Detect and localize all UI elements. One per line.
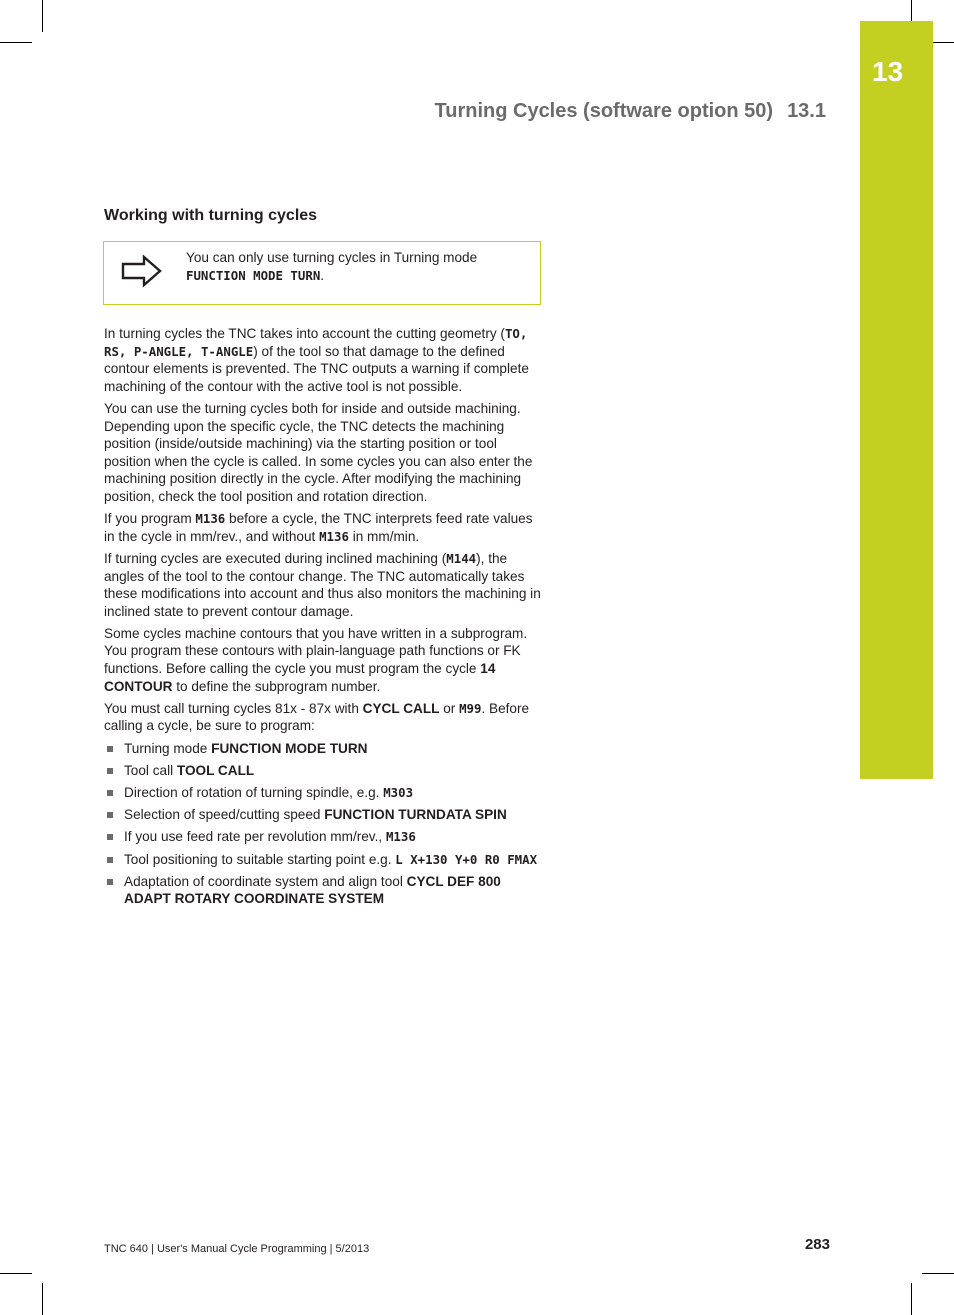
bullet-square-icon: [107, 790, 113, 796]
crop-mark: [0, 1273, 32, 1274]
code-run: M136: [195, 511, 226, 527]
paragraph: [104, 510, 544, 545]
list-item: [104, 784, 544, 802]
bullet-list: [104, 740, 544, 908]
bullet-square-icon: [107, 812, 113, 818]
crop-mark: [0, 42, 32, 43]
crop-mark: [42, 1283, 43, 1315]
crop-mark: [911, 1283, 912, 1315]
code-run: M136: [319, 528, 349, 544]
text-run: If you use feed rate per revolution mm/rev.,: [124, 829, 386, 845]
text-run: If you program: [104, 511, 196, 527]
paragraph: [104, 700, 544, 735]
list-item: [104, 762, 544, 780]
list-item: [104, 740, 544, 758]
code-run: M136: [385, 829, 416, 845]
text-run: Adaptation of coordinate system and align tool: [124, 873, 407, 889]
footer-text: TNC 640 | User's Manual Cycle Programming | 5/2013: [104, 1243, 370, 1255]
bullet-square-icon: [107, 834, 113, 840]
crop-mark: [922, 1273, 954, 1274]
header-section: 13.1: [787, 100, 826, 122]
code-run: M303: [383, 785, 414, 800]
note-text-part: You can only use turning cycles in Turning mode: [186, 250, 478, 265]
text-run: You must call turning cycles 81x - 87x with: [104, 700, 363, 716]
paragraph: [104, 550, 544, 620]
list-item: [104, 851, 544, 869]
paragraph: You can use the turning cycles both for inside and outside machining. Depending upon the specific cycle, the TNC detects the machining position (inside/outside machining) via the starting position or tool position when the cycle is called. In some cycles you can also enter the machining position directly in the cycle. After modifying the machining position, check the tool position and rotation direction.: [104, 400, 533, 504]
code-run: TO, RS, P-ANGLE, T-ANGLE: [104, 326, 528, 359]
section-heading: Working with turning cycles: [104, 207, 318, 224]
text-run: ) of the tool so that damage to the defined contour elements is prevented. The TNC outputs a warning if complete machining of the contour with the active tool is not possible.: [104, 343, 529, 394]
text-run: In turning cycles the TNC takes into account the cutting geometry (: [104, 326, 505, 341]
text-run: . Before calling a cycle, be sure to program:: [104, 700, 530, 734]
bullet-square-icon: [107, 768, 113, 774]
bold-run: FUNCTION TURNDATA SPIN: [324, 807, 507, 823]
text-run: to define the subprogram number.: [172, 678, 381, 694]
text-run: ), the angles of the tool to the contour change. The TNC automatically takes these modifications into account and thus also monitors the machining in inclined state to prevent contour damage.: [104, 550, 541, 619]
bullet-square-icon: [107, 746, 113, 752]
running-header: [435, 98, 827, 124]
text-run: Tool call: [124, 762, 177, 778]
page-number: 283: [804, 1236, 830, 1253]
note-text: [186, 249, 526, 285]
note-box: [103, 241, 541, 305]
chapter-number: 13: [872, 56, 904, 87]
text-run: before a cycle, the TNC interprets feed rate values in the cycle in mm/rev., and without: [104, 511, 533, 544]
paragraph: [104, 625, 544, 695]
bold-run: 14 CONTOUR: [104, 661, 496, 694]
header-title: Turning Cycles (software option 50): [434, 100, 774, 122]
code-run: M99: [459, 700, 482, 716]
text-run: Selection of speed/cutting speed: [124, 807, 325, 823]
code-run: M144: [446, 550, 477, 566]
text-run: Direction of rotation of turning spindle, e.g.: [124, 785, 384, 800]
text-run: Some cycles machine contours that you have written in a subprogram. You program these contours with plain-language path functions or FK functions. Before calling the cycle you must program the cycle: [104, 625, 528, 677]
text-run: If turning cycles are executed during inclined machining (: [104, 550, 447, 566]
list-item: [104, 806, 544, 824]
note-code: FUNCTION MODE TURN: [186, 268, 321, 283]
bullet-square-icon: [107, 879, 113, 885]
list-item: [104, 873, 544, 908]
note-text-part: .: [320, 268, 325, 283]
chapter-tab: [860, 21, 933, 779]
text-run: in mm/min.: [348, 528, 420, 544]
bold-run: TOOL CALL: [176, 762, 255, 778]
list-item: [104, 828, 544, 846]
code-run: L X+130 Y+0 R0 FMAX: [395, 851, 538, 867]
bold-run: CYCL DEF 800 ADAPT ROTARY COORDINATE SYSTEM: [124, 873, 501, 907]
body-text: [104, 325, 544, 913]
crop-mark: [42, 0, 43, 32]
text-run: Tool positioning to suitable starting point e.g.: [124, 851, 396, 867]
bold-run: FUNCTION MODE TURN: [211, 740, 368, 756]
paragraph: [104, 325, 544, 395]
bold-run: CYCL CALL: [362, 700, 440, 716]
text-run: or: [439, 700, 460, 716]
bullet-square-icon: [107, 857, 113, 863]
arrow-right-icon: [120, 254, 164, 288]
text-run: Turning mode: [124, 740, 212, 756]
